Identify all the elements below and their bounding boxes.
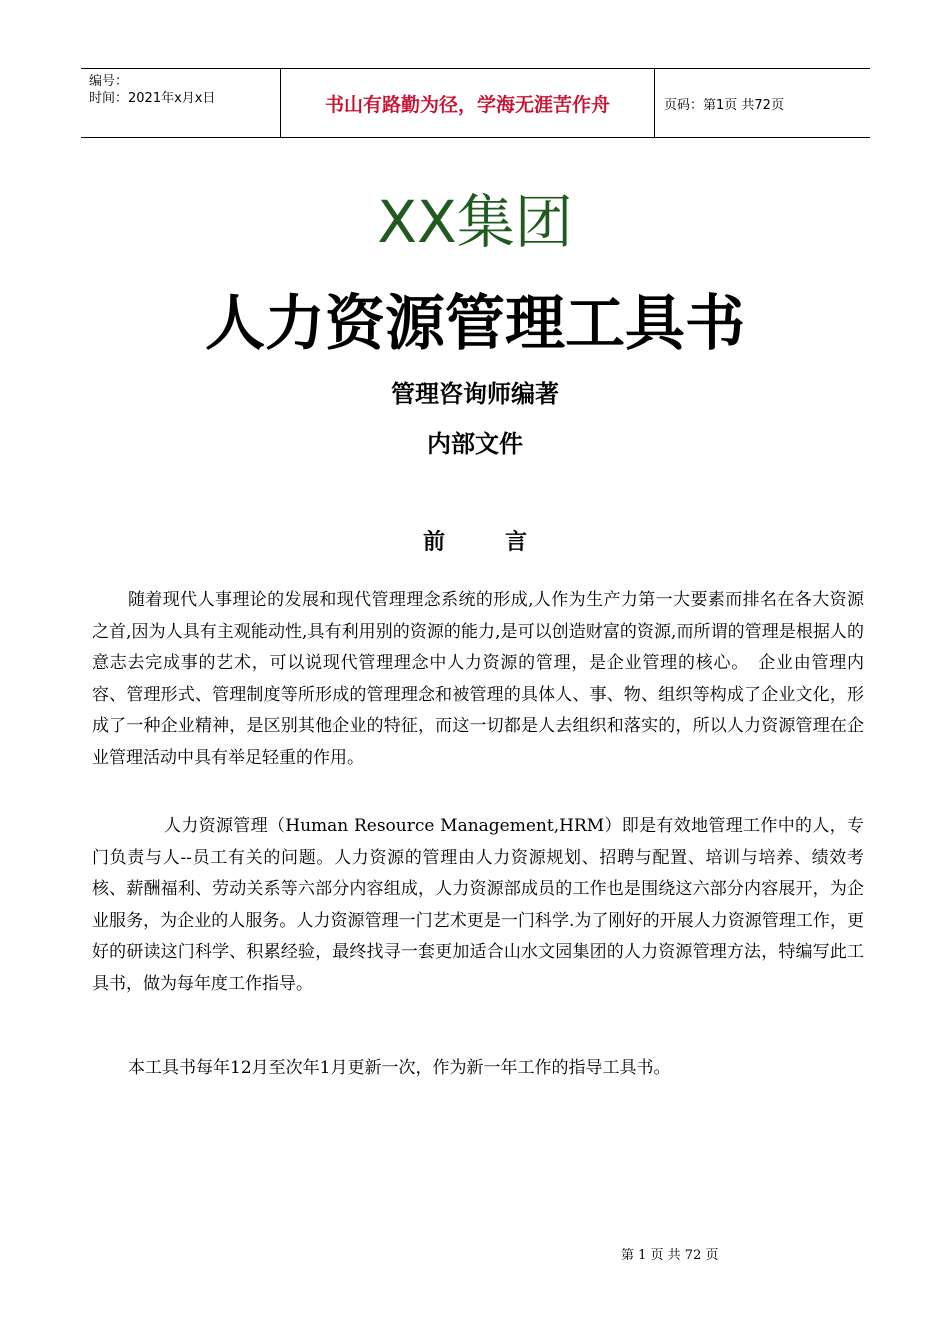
document-date-label: 时间：2021年x月x日 [89,91,216,106]
preface-heading: 前言 [422,530,587,555]
header-motto: 书山有路勤为径，学海无涯苦作舟 [281,69,655,137]
header-meta [81,69,281,137]
preface-paragraph: 人力资源管理（Human Resource Management,HRM）即是有效地管理工作中的人，专门负责与人--员工有关的问题。人力资源的管理由人力资源规划、招聘与配置、培训与培养、绩效考核、薪酬福利、劳动关系等六部分内容组成，人力资源部成员的工作也是围绕这六部分内容展开，为企业服务，为企业的人服务。人力资源管理一门艺术更是一门科学.为了刚好的开展人力资源管理工作，更好的研读这门科学、积累经验，最终找寻一套更加适合山水文园集团的人力资源管理方法，特编写此工具书，做为每年度工作指导。 [92,816,864,994]
preface-paragraph: 随着现代人事理论的发展和现代管理理念系统的形成,人作为生产力第一大要素而排名在各大资源之首,因为人具有主观能动性,具有利用别的资源的能力,是可以创造财富的资源,而所谓的管理是根据人的意志去完成事的艺术，可以说现代管理理念中人力资源的管理，是企业管理的核心。 企业由管理内容、管理形式、管理制度等所形成的管理理念和被管理的具体人、事、物、组织等构成了企业文化，形成了一种企业精神，是区别其他企业的特征，而这一切都是人去组织和落实的，所以人力资源管理在企业管理活动中具有举足轻重的作用。 [92,590,864,768]
document-classification: 内部文件 [427,430,523,458]
page-header [81,68,870,138]
document-title: 人力资源管理工具书 [205,289,745,359]
header-page-info: 页码：第1页 共72页 [664,97,784,113]
document-author: 管理咨询师编著 [391,380,559,408]
preface-paragraph: 本工具书每年12月至次年1月更新一次，作为新一年工作的指导工具书。 [128,1058,671,1078]
page-footer: 第 1 页 共 72 页 [621,1248,719,1263]
company-name: XX集团 [377,188,573,256]
document-number-label: 编号： [89,74,129,89]
